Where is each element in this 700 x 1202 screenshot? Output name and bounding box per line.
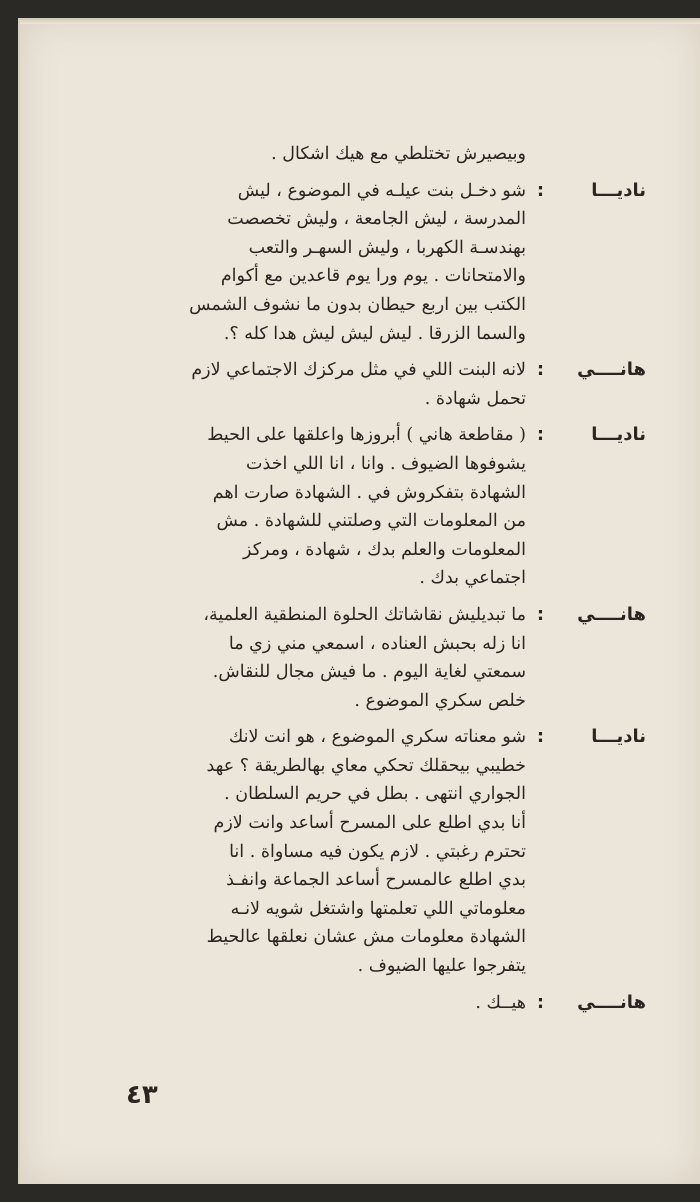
dialogue-turn: [106, 177, 646, 349]
dialogue-line: يشوفوها الضيوف . وانا ، انا اللي اخذت: [246, 453, 526, 474]
speaker-name: هانــــي: [577, 359, 646, 381]
dialogue-line: الشهادة معلومات مش عشان نعلقها عالحيط: [206, 927, 526, 948]
dialogue-turn: [106, 601, 646, 715]
dialogue-line: تحترم رغبتي . لازم يكون فيه مساواة . انا: [229, 841, 526, 862]
dialogue-line: وبيصيرش تختلطي مع هيك اشكال .: [271, 144, 526, 164]
dialogue-line: انا زله بحبش العناده ، اسمعي مني زي ما: [228, 633, 526, 654]
dialogue-line: معلوماتي اللي تعلمتها واشتغل شويه لانـه: [230, 898, 526, 919]
speaker-name: ناديـــا: [591, 424, 646, 446]
dialogue-line: شو معناته سكري الموضوع ، هو انت لانك: [228, 727, 526, 748]
script-text: [106, 140, 646, 1025]
dialogue-line: والسما الزرقا . ليش ليش ليش هدا كله ؟.: [223, 323, 526, 344]
dialogue-turn: [106, 723, 646, 980]
dialogue-line: الجواري انتهى . بطل في حريم السلطان .: [224, 784, 526, 805]
dialogue-line: شو دخـل بنت عيلـه في الموضوع ، ليش: [237, 180, 526, 201]
speaker-name: هانــــي: [577, 991, 646, 1013]
dialogue-turn: [106, 989, 646, 1018]
dialogue-line: الكتب بين اربع حيطان بدون ما نشوف الشمس: [189, 294, 526, 315]
dialogue-line: المدرسة ، ليش الجامعة ، وليش تخصصت: [227, 209, 526, 230]
dialogue-line: ما تبديليش نقاشاتك الحلوة المنطقية العلمية،: [203, 604, 526, 625]
dialogue-line: خطيبي بيحقلك تحكي معاي بهالطريقة ؟ عهد: [206, 755, 526, 776]
dialogue-line: سمعتي لغاية اليوم . ما فيش مجال للنقاش.: [212, 662, 526, 683]
speaker-colon: :: [537, 992, 544, 1013]
dialogue-line: يتفرجوا عليها الضيوف .: [357, 956, 526, 977]
speaker-colon: :: [537, 425, 544, 446]
speaker-colon: :: [537, 727, 544, 748]
continuation-turn: [106, 140, 646, 169]
dialogue-line: المعلومات والعلم بدك ، شهادة ، ومركز: [243, 539, 526, 560]
dialogue-line: أنا بدي اطلع على المسرح أساعد وانت لازم: [213, 813, 526, 834]
dialogue-turn: [106, 421, 646, 593]
dialogue-line: من المعلومات التي وصلتني للشهادة . مش: [216, 511, 526, 532]
speaker-colon: :: [537, 604, 544, 625]
speaker-colon: :: [537, 180, 544, 201]
dialogue-line: هيــك .: [475, 992, 526, 1013]
page-number: ٤٣: [126, 1080, 158, 1110]
speaker-name: ناديـــا: [591, 726, 646, 748]
dialogue-line: الشهادة بتفكروش في . الشهادة صارت اهم: [212, 482, 526, 503]
speaker-name: هانــــي: [577, 603, 646, 625]
dialogue-line: والامتحانات . يوم ورا يوم قاعدين مع أكوام: [220, 266, 526, 287]
dialogue-line: خلص سكري الموضوع .: [354, 690, 526, 711]
dialogue-turn: [106, 356, 646, 413]
dialogue-line: لانه البنت اللي في مثل مركزك الاجتماعي لازم: [191, 360, 526, 381]
book-page: [18, 18, 700, 1184]
dialogue-line: تحمل شهادة .: [424, 388, 526, 409]
dialogue-line: بهندسـة الكهربا ، وليش السهـر والتعب: [248, 237, 526, 258]
page-edge: [20, 18, 700, 24]
dialogue-line: بدي اطلع عالمسرح أساعد الجماعة وانفـذ: [226, 870, 526, 891]
speaker-colon: :: [537, 360, 544, 381]
dialogue-line: اجتماعي بدك .: [419, 568, 526, 589]
dialogue-line: ( مقاطعة هاني ) أبروزها واعلقها على الحيط: [207, 425, 526, 446]
speaker-name: ناديـــا: [591, 179, 646, 201]
